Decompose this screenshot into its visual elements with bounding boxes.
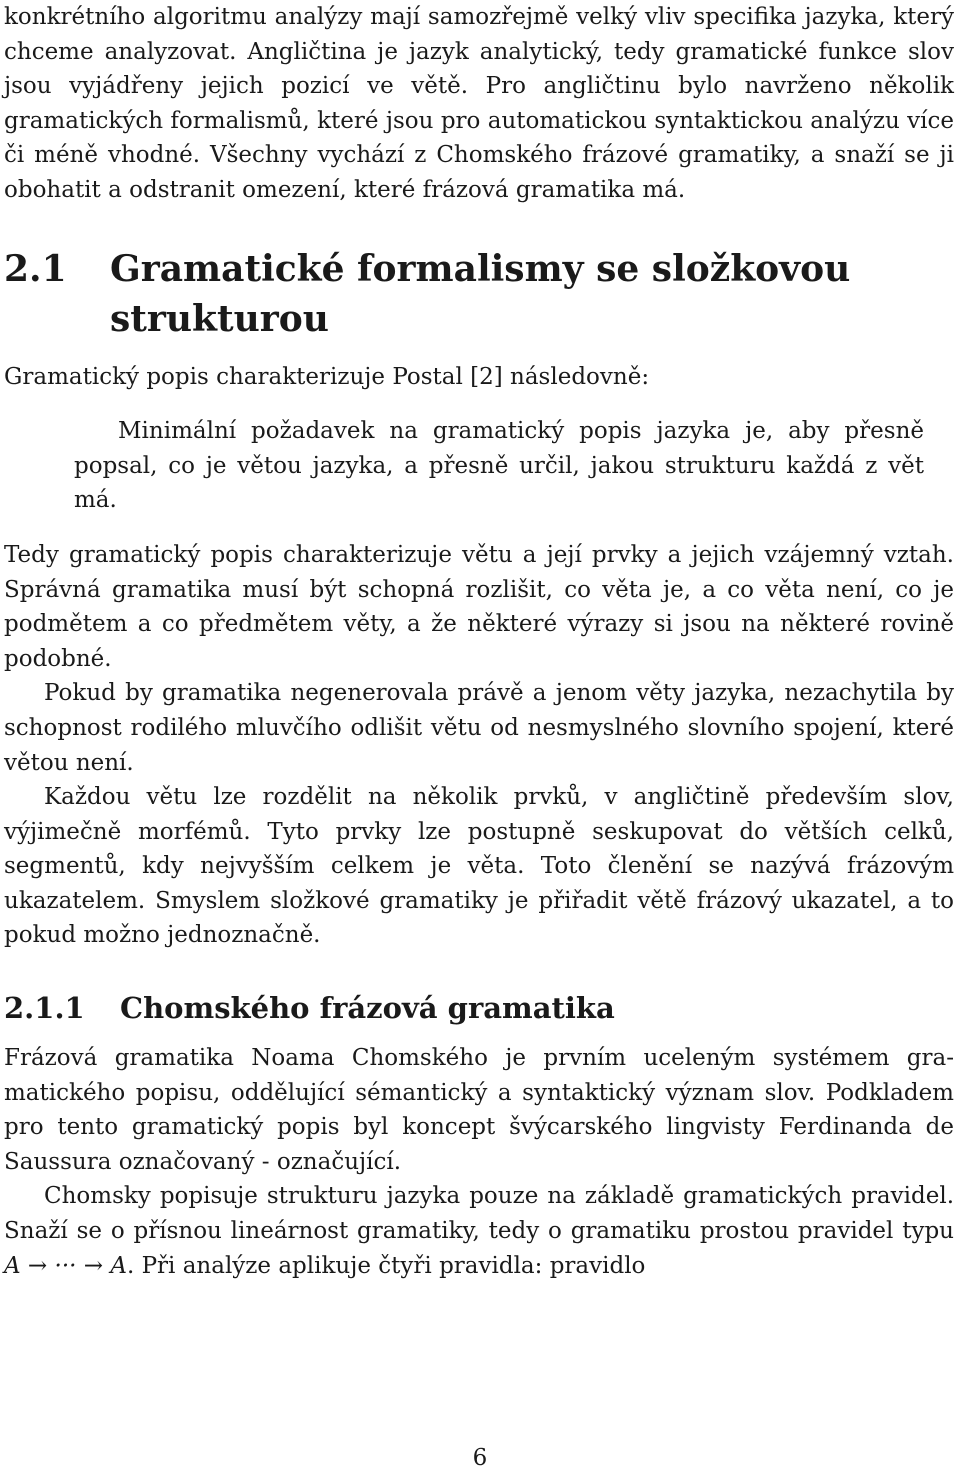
section-number: 2.1 [4,247,67,290]
intro-paragraph: konkrétního algoritmu analýzy mají samozřejmě velký vliv specifika jazyka, který chceme analyzovat. Angličtina je jazyk analytický, tedy gramatické funkce slov jsou vyjádřeny jejich pozicí ve větě. Pro angličtinu bylo navrženo několik gramatických formalismů, které jsou pro automatickou syntaktickou analýzu více či méně vhodné. Všechny vychází z Chomského frázové gramatiky, a snaží se ji obohatit a odstranit omezení, které frázová gramatika má. [4,4,954,203]
paragraph: Pokud by gramatika negenerovala právě a jenom věty jazyka, nezachytila by schopnost rodilého mluvčího odlišit větu od nesmyslného slovního spojení, které větou není. [4,680,954,776]
page-number: 6 [472,1445,488,1471]
paragraph-after-quote: Tedy gramatický popis charakterizuje větu a její prvky a jejich vzájemný vztah. Správná gramatika musí být schopná rozlišit, co věta je, a co věta není, co je podmětem a co předmětem věty, a že některé výrazy si jsou na některé rovině podobné. [4,541,954,672]
subsection-title: Chomského frázová gramatika [120,991,615,1026]
subsection-paragraph: Frázová gramatika Noama Chomského je prvním uceleným systémem gramatického popisu, oddělující sémantický a syntaktický význam slov. Podkladem pro tento gramatický popis byl koncept švýcarského lingvisty Ferdinanda de Saussura označovaný - označující. [4,1045,954,1175]
section-heading [4,244,954,344]
rule-formula: A → ··· → A [4,1252,127,1279]
subsection-number: 2.1.1 [4,991,85,1026]
last-paragraph-text: Chomsky popisuje strukturu jazyka pouze na základě gramatických pravidel. Snaží se o přísnou lineárnost gramatiky, tedy o gramatiku prostou pravidel typu [4,1183,954,1245]
lead-in-paragraph: Gramatický popis charakterizuje Postal [2] následovně: [4,363,650,390]
last-paragraph-text-end: . Při analýze aplikuje čtyři pravidla: pravidlo [126,1252,646,1279]
last-paragraph [4,1179,954,1283]
paragraph: Každou větu lze rozdělit na několik prvků, v angličtině především slov, výjimečně morfémů. Tyto prvky lze postupně seskupovat do větších celků, segmentů, kdy nejvyšším celkem je věta. Toto členění se nazývá frázovým ukazatelem. Smyslem složkové gramatiky je přiřadit větě frázový ukazatel, a to pokud možno jednoznačně. [4,784,954,949]
subsection-heading [4,988,954,1028]
section-title: Gramatické formalismy se složkovou strukturou [110,247,851,340]
block-quote: Minimální požadavek na gramatický popis jazyka je, aby přesně popsal, co je větou jazyka, a přesně určil, jakou strukturu každá z vět má. [74,418,924,514]
